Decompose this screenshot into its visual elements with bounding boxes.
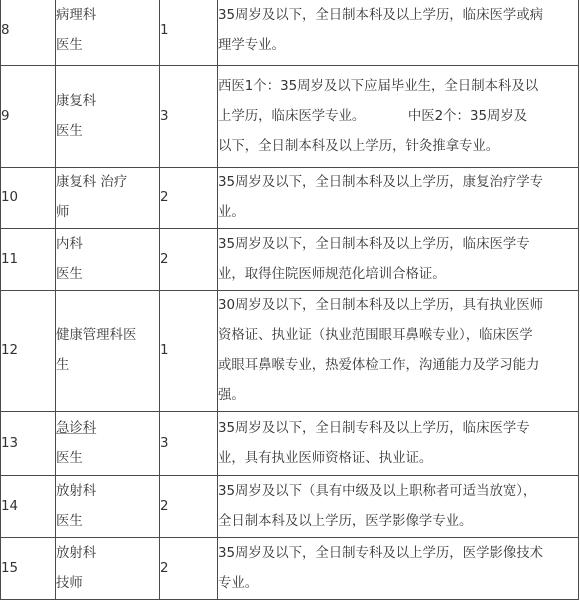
- requirements: 35周岁及以下，全日制专科及以上学历，医学影像技术 专业。: [218, 538, 579, 600]
- row-number: 14: [1, 476, 56, 538]
- table-row: [1, 168, 579, 229]
- post-name: 康复科 医生: [56, 66, 160, 168]
- post-name: 急诊科 医生: [56, 412, 160, 476]
- row-number: 13: [1, 412, 56, 476]
- post-count: 2: [160, 476, 218, 538]
- table-row: [1, 476, 579, 538]
- row-number: 15: [1, 538, 56, 600]
- row-number: 8: [1, 0, 56, 66]
- table-row: [1, 412, 579, 476]
- row-number: 9: [1, 66, 56, 168]
- requirements: 35周岁及以下，全日制专科及以上学历，临床医学专 业，具有执业医师资格证、执业证。: [218, 412, 579, 476]
- post-count: 1: [160, 0, 218, 66]
- requirements: 35周岁及以下，全日制本科及以上学历，康复治疗学专 业。: [218, 168, 579, 229]
- post-name: 健康管理科医 生: [56, 291, 160, 412]
- requirements: 35周岁及以下，全日制本科及以上学历，临床医学专 业，取得住院医师规范化培训合格证。: [218, 229, 579, 291]
- post-count: 3: [160, 412, 218, 476]
- requirements: 35周岁及以下，全日制本科及以上学历，临床医学或病 理学专业。: [218, 0, 579, 66]
- table-row: [1, 66, 579, 168]
- row-number: 11: [1, 229, 56, 291]
- post-count: 2: [160, 168, 218, 229]
- post-name: 病理科 医生: [56, 0, 160, 66]
- row-number: 10: [1, 168, 56, 229]
- post-count: 2: [160, 538, 218, 600]
- post-name: 内科 医生: [56, 229, 160, 291]
- table-row: [1, 229, 579, 291]
- post-count: 2: [160, 229, 218, 291]
- post-count: 1: [160, 291, 218, 412]
- post-name: 康复科 治疗 师: [56, 168, 160, 229]
- table-row: [1, 291, 579, 412]
- requirements: 西医1个：35周岁及以下应届毕业生，全日制本科及以 上学历，临床医学专业。 中医2个：35周岁及 以下，全日制本科及以上学历，针灸推拿专业。: [218, 66, 579, 168]
- table-row: [1, 0, 579, 66]
- post-name: 放射科 技师: [56, 538, 160, 600]
- post-count: 3: [160, 66, 218, 168]
- table-row: [1, 538, 579, 600]
- requirements: 35周岁及以下（具有中级及以上职称者可适当放宽）， 全日制本科及以上学历，医学影像学专业。: [218, 476, 579, 538]
- requirements: 30周岁及以下，全日制本科及以上学历，具有执业医师 资格证、执业证（执业范围眼耳鼻喉专业），临床医学 或眼耳鼻喉专业，热爱体检工作，沟通能力及学习能力 强。: [218, 291, 579, 412]
- row-number: 12: [1, 291, 56, 412]
- post-name: 放射科 医生: [56, 476, 160, 538]
